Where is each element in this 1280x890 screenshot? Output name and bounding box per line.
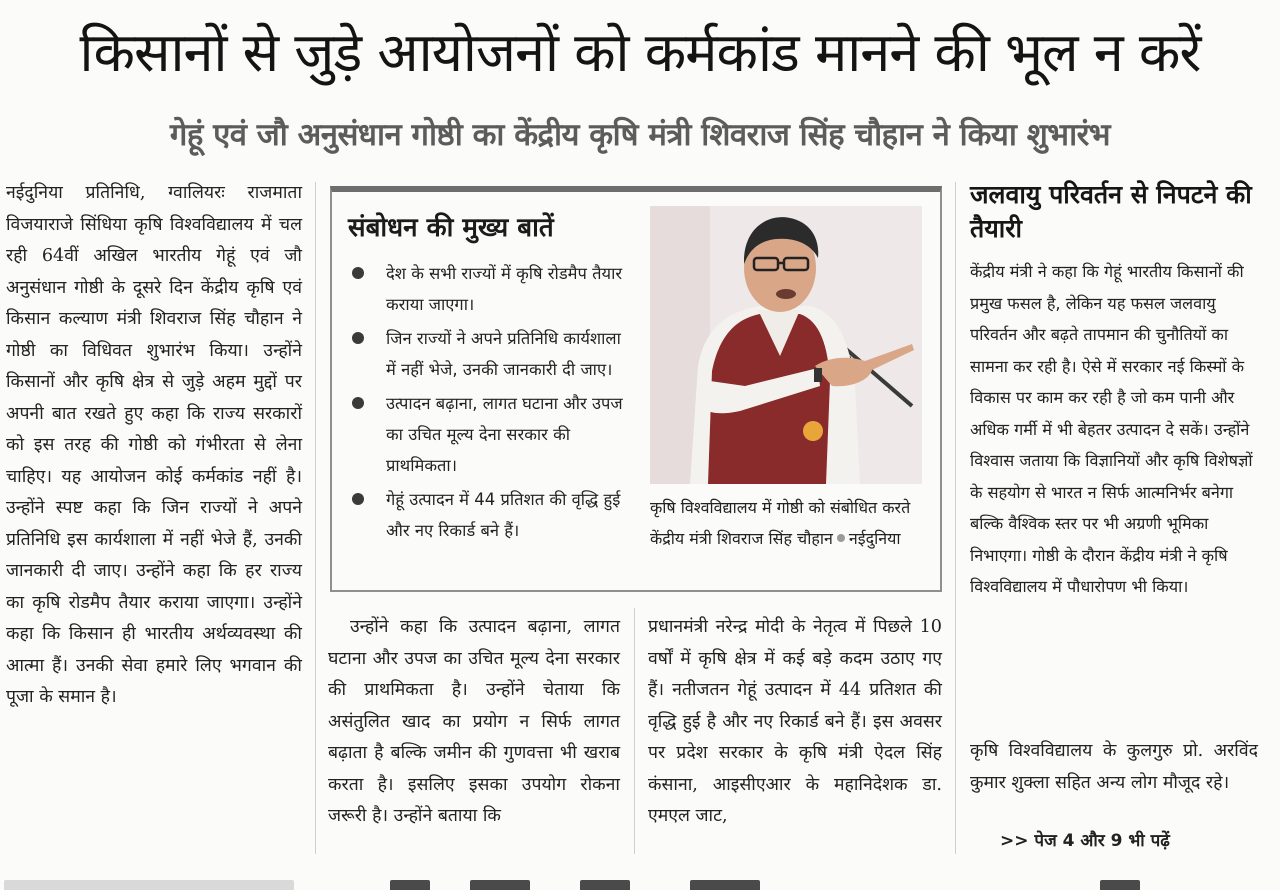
- credit-dot-icon: [837, 534, 845, 542]
- highlights-list: [346, 258, 634, 549]
- bullet-icon: [352, 397, 364, 409]
- next-story-fragment: [0, 878, 1280, 890]
- photo-caption: [650, 492, 922, 554]
- main-story-column-1: [6, 178, 302, 714]
- highlight-item: [346, 258, 634, 320]
- highlights-box: [330, 186, 942, 592]
- bullet-icon: [352, 267, 364, 279]
- next-story-glyph: [1100, 880, 1140, 890]
- main-story-column-3: [648, 612, 942, 833]
- highlight-text: देश के सभी राज्यों में कृषि रोडमैप तैयार कराया जाएगा।: [386, 264, 623, 314]
- story-paragraph: नईदुनिया प्रतिनिधि, ग्वालियरः राजमाता विजयाराजे सिंधिया कृषि विश्वविद्यालय में चल रही 64वीं अखिल भारतीय गेहूं एवं जौ अनुसंधान गोष्ठी के दूसरे दिन केंद्रीय कृषि एवं किसान कल्याण मंत्री शिवराज सिंह चौहान ने गोष्ठी का विधिवत शुभारंभ किया। उन्होंने किसानों और कृषि क्षेत्र से जुड़े अहम मुद्दों पर अपनी बात रखते हुए कहा कि राज्य सरकारों को इस तरह की गोष्ठी को गंभीरता से लेना चाहिए। यह आयोजन कोई कर्मकांड नहीं है। उन्होंने स्पष्ट कहा कि जिन राज्यों ने अपने प्रतिनिधि इस कार्यशाला में नहीं भेजे हैं, उनकी जानकारी दी जाए। उन्होंने कहा कि हर राज्य का कृषि रोडमैप तैयार कराया जाएगा। उन्होंने कहा कि किसान ही भारतीय अर्थव्यवस्था की आत्मा हैं। उनकी सेवा हमारे लिए भगवान की पूजा के समान है।: [6, 183, 302, 707]
- highlight-item: [346, 484, 634, 546]
- highlight-item: [346, 323, 634, 385]
- sidebar-title: जलवायु परिवर्तन से निपटने की तैयारी: [970, 180, 1252, 243]
- main-story-column-2: [328, 612, 620, 833]
- bullet-icon: [352, 332, 364, 344]
- photo-credit: नईदुनिया: [848, 529, 901, 548]
- page-reference: >> पेज 4 और 9 भी पढ़ें: [1000, 831, 1170, 851]
- subheadline: गेहूं एवं जौ अनुसंधान गोष्ठी का केंद्रीय कृषि मंत्री शिवराज सिंह चौहान ने किया शुभारंभ: [169, 117, 1111, 153]
- bullet-icon: [352, 493, 364, 505]
- column-divider: [634, 608, 635, 854]
- next-story-glyph: [580, 880, 630, 890]
- sidebar-text: केंद्रीय मंत्री ने कहा कि गेहूं भारतीय किसानों की प्रमुख फसल है, लेकिन यह फसल जलवायु परिवर्तन और बढ़ते तापमान की चुनौतियों का सामना कर रही है। ऐसे में सरकार नई किस्मों के विकास पर काम कर रही है जो कम पानी और अधिक गर्मी में भी बेहतर उत्पादन दे सकें। उन्होंने विश्वास जताया कि विज्ञानियों और कृषि विशेषज्ञों के सहयोग से भारत न सिर्फ आत्मनिर्भर बनेगा बल्कि वैश्विक स्तर पर भी अग्रणी भूमिका निभाएगा। गोष्ठी के दौरान केंद्रीय मंत्री ने कृषि विश्वविद्यालय में पौधारोपण भी किया।: [970, 262, 1253, 596]
- highlight-text: गेहूं उत्पादन में 44 प्रतिशत की वृद्धि हुई और नए रिकार्ड बने हैं।: [386, 490, 621, 540]
- highlights-title: संबोधन की मुख्य बातें: [348, 213, 554, 243]
- sidebar-closing: [970, 736, 1258, 799]
- next-story-glyph: [470, 880, 530, 890]
- highlight-item: [346, 388, 634, 481]
- caption-text: कृषि विश्वविद्यालय में गोष्ठी को संबोधित करते केंद्रीय मंत्री शिवराज सिंह चौहान: [650, 498, 911, 548]
- minister-photo: [650, 206, 922, 484]
- next-story-bar: [4, 880, 294, 890]
- story-paragraph: उन्होंने कहा कि उत्पादन बढ़ाना, लागत घटाना और उपज का उचित मूल्य देना सरकार की प्राथमिकता है। उन्होंने चेताया कि असंतुलित खाद का प्रयोग न सिर्फ लागत बढ़ाता है बल्कि जमीन की गुणवत्ता भी खराब करता है। इसलिए इसका उपयोग रोकना जरूरी है। उन्होंने बताया कि: [328, 617, 620, 826]
- highlight-text: उत्पादन बढ़ाना, लागत घटाना और उपज का उचित मूल्य देना सरकार की प्राथमिकता।: [386, 394, 623, 475]
- column-divider: [315, 182, 316, 854]
- highlight-text: जिन राज्यों ने अपने प्रतिनिधि कार्यशाला में नहीं भेजे, उनकी जानकारी दी जाए।: [386, 329, 621, 379]
- closing-paragraph: कृषि विश्वविद्यालय के कुलगुरु प्रो. अरविंद कुमार शुक्ला सहित अन्य लोग मौजूद रहे।: [970, 741, 1258, 793]
- headline: किसानों से जुड़े आयोजनों को कर्मकांड मानने की भूल न करें: [79, 21, 1201, 84]
- story-paragraph: प्रधानमंत्री नरेन्द्र मोदी के नेतृत्व में पिछले 10 वर्षों में कृषि क्षेत्र में कई बड़े कदम उठाए गए हैं। नतीजतन गेहूं उत्पादन में 44 प्रतिशत की वृद्धि हुई है और नए रिकार्ड बने हैं। इस अवसर पर प्रदेश सरकार के कृषि मंत्री ऐदल सिंह कंसाना, आइसीएआर के महानिदेशक डा. एमएल जाट,: [648, 617, 942, 826]
- next-story-glyph: [690, 880, 760, 890]
- next-story-glyph: [390, 880, 430, 890]
- column-divider: [955, 182, 956, 854]
